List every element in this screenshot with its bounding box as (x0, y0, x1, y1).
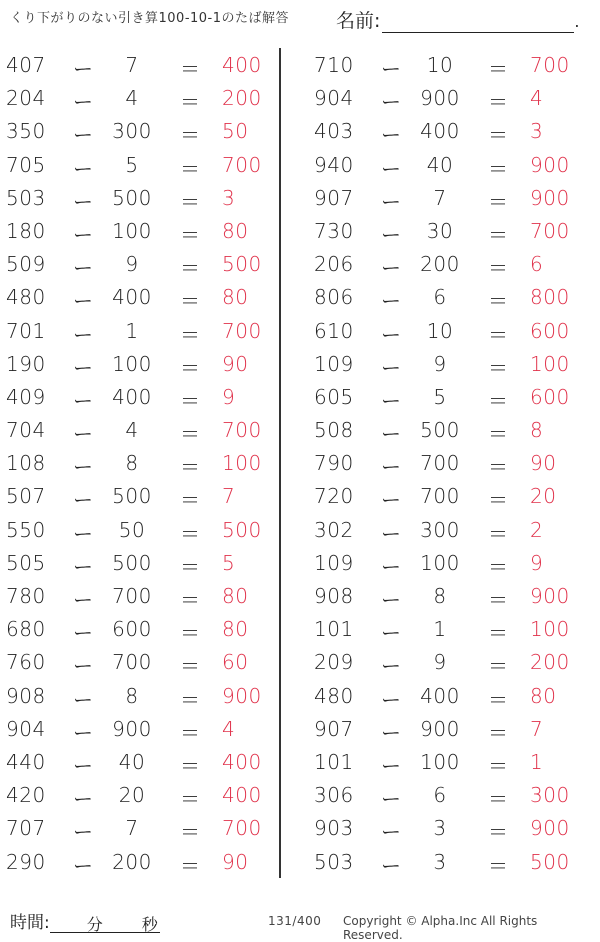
answer: 600 (530, 384, 570, 409)
subtrahend: 900 (420, 86, 460, 111)
equals-sign: ＝ (180, 820, 201, 845)
answer: 400 (222, 783, 262, 808)
minuend: 108 (6, 451, 46, 476)
equals-sign: ＝ (180, 621, 201, 646)
subtrahend: 5 (125, 152, 139, 177)
answer: 6 (530, 252, 544, 277)
subtrahend: 3 (433, 849, 447, 874)
minus-sign: ー (73, 90, 94, 115)
subtrahend: 100 (112, 351, 152, 376)
answer: 50 (222, 119, 249, 144)
minus-sign: ー (73, 687, 94, 712)
answer: 4 (222, 716, 236, 741)
answer: 500 (530, 849, 570, 874)
equals-sign: ＝ (180, 123, 201, 148)
equals-sign: ＝ (488, 753, 509, 778)
answer: 80 (222, 218, 249, 243)
minuend: 204 (6, 86, 46, 111)
equals-sign: ＝ (488, 621, 509, 646)
answer: 9 (222, 384, 236, 409)
seconds-label: 秒 (141, 915, 158, 934)
answer: 900 (530, 816, 570, 841)
answer: 700 (222, 418, 262, 443)
name-field (336, 6, 580, 33)
equals-sign: ＝ (488, 90, 509, 115)
answer: 900 (530, 152, 570, 177)
minuend: 610 (314, 318, 354, 343)
subtrahend: 40 (426, 152, 454, 177)
answer: 7 (222, 484, 236, 509)
time-field (10, 908, 160, 933)
answer: 90 (530, 451, 557, 476)
minus-sign: ー (381, 853, 402, 878)
equals-sign: ＝ (488, 57, 509, 81)
minuend: 680 (6, 617, 46, 642)
subtrahend: 300 (112, 119, 152, 144)
minuend: 109 (314, 550, 354, 575)
answer: 200 (222, 86, 262, 111)
minus-sign: ー (381, 720, 402, 745)
answer: 400 (222, 749, 262, 774)
subtrahend: 200 (112, 849, 152, 874)
minus-sign: ー (381, 90, 402, 115)
subtrahend: 500 (112, 484, 152, 509)
subtrahend: 900 (420, 716, 460, 741)
answer: 3 (530, 119, 544, 144)
minuend: 350 (6, 119, 46, 144)
minus-sign: ー (381, 355, 402, 380)
equals-sign: ＝ (180, 189, 201, 214)
equals-sign: ＝ (180, 256, 201, 281)
minuend: 206 (314, 252, 354, 277)
equals-sign: ＝ (488, 853, 509, 878)
equals-sign: ＝ (180, 488, 201, 513)
minus-sign: ー (381, 588, 402, 612)
minus-sign: ー (381, 787, 402, 812)
subtrahend: 10 (426, 318, 454, 343)
equals-sign: ＝ (180, 554, 201, 579)
minuend: 180 (6, 218, 46, 243)
subtrahend: 1 (125, 318, 139, 343)
equals-sign: ＝ (488, 123, 509, 148)
subtrahend: 400 (112, 285, 152, 310)
minuend: 407 (6, 53, 46, 77)
minus-sign: ー (381, 687, 402, 712)
equals-sign: ＝ (180, 853, 201, 878)
minus-sign: ー (73, 156, 94, 181)
time-label: 時間: (10, 913, 50, 933)
subtrahend: 1 (433, 617, 447, 642)
answer: 700 (530, 218, 570, 243)
subtrahend: 8 (125, 683, 139, 708)
equals-sign: ＝ (488, 355, 509, 380)
subtrahend: 500 (420, 418, 460, 443)
minuend: 505 (6, 550, 46, 575)
minuend: 550 (6, 517, 46, 542)
answer: 9 (530, 550, 544, 575)
subtrahend: 9 (433, 650, 447, 675)
minuend: 704 (6, 418, 46, 443)
minus-sign: ー (73, 289, 94, 314)
minus-sign: ー (381, 156, 402, 181)
equals-sign: ＝ (488, 322, 509, 347)
equals-sign: ＝ (488, 720, 509, 745)
answer: 900 (530, 584, 570, 608)
subtrahend: 6 (433, 783, 447, 808)
equals-sign: ＝ (180, 422, 201, 447)
equals-sign: ＝ (180, 322, 201, 347)
subtrahend: 500 (112, 550, 152, 575)
subtrahend: 400 (112, 384, 152, 409)
minus-sign: ー (73, 256, 94, 281)
answer: 800 (530, 285, 570, 310)
minus-sign: ー (73, 388, 94, 413)
minuend: 907 (314, 185, 354, 210)
subtrahend: 30 (426, 218, 454, 243)
answer: 7 (530, 716, 544, 741)
answer: 100 (530, 617, 570, 642)
answer: 900 (530, 185, 570, 210)
equals-sign: ＝ (488, 422, 509, 447)
equals-sign: ＝ (488, 687, 509, 712)
equals-sign: ＝ (180, 753, 201, 778)
equals-sign: ＝ (488, 256, 509, 281)
subtrahend: 7 (125, 53, 139, 77)
answer: 90 (222, 849, 249, 874)
subtrahend: 9 (125, 252, 139, 277)
minus-sign: ー (73, 57, 94, 81)
minus-sign: ー (381, 256, 402, 281)
minus-sign: ー (73, 422, 94, 447)
minuend: 507 (6, 484, 46, 509)
minus-sign: ー (73, 554, 94, 579)
answer: 900 (222, 683, 262, 708)
minuend: 730 (314, 218, 354, 243)
name-dot: . (574, 12, 580, 31)
minus-sign: ー (381, 289, 402, 314)
subtrahend: 10 (426, 53, 454, 77)
minuend: 190 (6, 351, 46, 376)
answer: 100 (222, 451, 262, 476)
answer: 2 (530, 517, 544, 542)
minus-sign: ー (73, 521, 94, 546)
equals-sign: ＝ (488, 787, 509, 812)
equals-sign: ＝ (180, 57, 201, 81)
equals-sign: ＝ (180, 787, 201, 812)
subtrahend: 20 (118, 783, 146, 808)
minuend: 409 (6, 384, 46, 409)
minuend: 420 (6, 783, 46, 808)
minus-sign: ー (381, 222, 402, 247)
equals-sign: ＝ (488, 820, 509, 845)
answer: 500 (222, 252, 262, 277)
equals-sign: ＝ (488, 521, 509, 546)
minus-sign: ー (381, 554, 402, 579)
answer: 1 (530, 749, 544, 774)
minus-sign: ー (73, 123, 94, 148)
minus-sign: ー (73, 189, 94, 214)
minuend: 904 (314, 86, 354, 111)
subtrahend: 3 (433, 816, 447, 841)
minuend: 209 (314, 650, 354, 675)
answer: 80 (222, 285, 249, 310)
minuend: 940 (314, 152, 354, 177)
minuend: 780 (6, 584, 46, 608)
answer: 700 (222, 816, 262, 841)
subtrahend: 7 (433, 185, 447, 210)
minus-sign: ー (73, 753, 94, 778)
answer: 700 (222, 152, 262, 177)
minus-sign: ー (381, 455, 402, 480)
name-label: 名前: (336, 10, 381, 32)
worksheet-title: くり下がりのない引き算100-10-1のたば解答 (10, 11, 290, 26)
equals-sign: ＝ (488, 455, 509, 480)
minuend: 480 (314, 683, 354, 708)
answer: 500 (222, 517, 262, 542)
minus-sign: ー (381, 123, 402, 148)
minus-sign: ー (73, 455, 94, 480)
minuend: 908 (6, 683, 46, 708)
subtrahend: 4 (125, 86, 139, 111)
minus-sign: ー (73, 820, 94, 845)
equals-sign: ＝ (180, 222, 201, 247)
subtrahend: 400 (420, 683, 460, 708)
minuend: 790 (314, 451, 354, 476)
equals-sign: ＝ (180, 654, 201, 679)
minus-sign: ー (73, 654, 94, 679)
minuend: 705 (6, 152, 46, 177)
answer: 5 (222, 550, 236, 575)
minus-sign: ー (73, 787, 94, 812)
subtrahend: 9 (433, 351, 447, 376)
subtrahend: 8 (433, 584, 447, 608)
equals-sign: ＝ (488, 554, 509, 579)
equals-sign: ＝ (180, 720, 201, 745)
answer: 4 (530, 86, 544, 111)
minus-sign: ー (73, 588, 94, 612)
minuend: 403 (314, 119, 354, 144)
subtrahend: 600 (112, 617, 152, 642)
time-blank-line (50, 914, 160, 933)
minus-sign: ー (73, 355, 94, 380)
equals-sign: ＝ (488, 488, 509, 513)
answer: 90 (222, 351, 249, 376)
minuend: 605 (314, 384, 354, 409)
answer: 80 (222, 617, 249, 642)
equals-sign: ＝ (180, 455, 201, 480)
minuend: 480 (6, 285, 46, 310)
answer: 700 (530, 53, 570, 77)
answer: 60 (222, 650, 249, 675)
minus-sign: ー (381, 521, 402, 546)
equals-sign: ＝ (180, 388, 201, 413)
equals-sign: ＝ (180, 588, 201, 612)
subtrahend: 300 (420, 517, 460, 542)
equals-sign: ＝ (488, 588, 509, 612)
copyright-notice: Copyright © Alpha.Inc All Rights Reserved. (343, 914, 538, 942)
answer: 20 (530, 484, 557, 509)
minus-sign: ー (381, 621, 402, 646)
minuend: 904 (6, 716, 46, 741)
answer: 100 (530, 351, 570, 376)
minuend: 701 (6, 318, 46, 343)
minus-sign: ー (381, 57, 402, 81)
answer: 200 (530, 650, 570, 675)
minus-sign: ー (381, 388, 402, 413)
minuend: 760 (6, 650, 46, 675)
minus-sign: ー (381, 322, 402, 347)
minus-sign: ー (381, 189, 402, 214)
minuend: 109 (314, 351, 354, 376)
minuend: 903 (314, 816, 354, 841)
minus-sign: ー (73, 853, 94, 878)
minuend: 710 (314, 53, 354, 77)
minus-sign: ー (381, 753, 402, 778)
subtrahend: 100 (420, 749, 460, 774)
subtrahend: 700 (112, 584, 152, 608)
page-number: 131/400 (268, 914, 322, 928)
minuend: 908 (314, 584, 354, 608)
minus-sign: ー (381, 654, 402, 679)
minus-sign: ー (381, 422, 402, 447)
subtrahend: 700 (112, 650, 152, 675)
equals-sign: ＝ (180, 355, 201, 380)
minuend: 503 (314, 849, 354, 874)
subtrahend: 40 (118, 749, 146, 774)
answer: 8 (530, 418, 544, 443)
subtrahend: 6 (433, 285, 447, 310)
equals-sign: ＝ (488, 189, 509, 214)
minus-sign: ー (73, 488, 94, 513)
minutes-label: 分 (86, 915, 103, 934)
subtrahend: 50 (118, 517, 146, 542)
minuend: 806 (314, 285, 354, 310)
minuend: 306 (314, 783, 354, 808)
subtrahend: 700 (420, 484, 460, 509)
minuend: 720 (314, 484, 354, 509)
equals-sign: ＝ (488, 222, 509, 247)
minuend: 101 (314, 749, 354, 774)
equals-sign: ＝ (488, 156, 509, 181)
minus-sign: ー (381, 488, 402, 513)
minuend: 101 (314, 617, 354, 642)
answer: 700 (222, 318, 262, 343)
minus-sign: ー (73, 322, 94, 347)
subtrahend: 5 (433, 384, 447, 409)
answer: 300 (530, 783, 570, 808)
answer: 80 (530, 683, 557, 708)
equals-sign: ＝ (488, 289, 509, 314)
subtrahend: 900 (112, 716, 152, 741)
column-divider (279, 48, 281, 878)
subtrahend: 700 (420, 451, 460, 476)
equals-sign: ＝ (180, 289, 201, 314)
equals-sign: ＝ (180, 90, 201, 115)
minus-sign: ー (381, 820, 402, 845)
name-blank-line (382, 14, 574, 33)
subtrahend: 500 (112, 185, 152, 210)
subtrahend: 7 (125, 816, 139, 841)
answer: 600 (530, 318, 570, 343)
minuend: 290 (6, 849, 46, 874)
subtrahend: 8 (125, 451, 139, 476)
equals-sign: ＝ (180, 687, 201, 712)
minuend: 707 (6, 816, 46, 841)
minuend: 503 (6, 185, 46, 210)
minus-sign: ー (73, 222, 94, 247)
answer: 80 (222, 584, 249, 608)
minuend: 509 (6, 252, 46, 277)
minuend: 302 (314, 517, 354, 542)
subtrahend: 200 (420, 252, 460, 277)
minuend: 440 (6, 749, 46, 774)
minuend: 907 (314, 716, 354, 741)
minus-sign: ー (73, 621, 94, 646)
answer: 400 (222, 53, 262, 77)
subtrahend: 4 (125, 418, 139, 443)
equals-sign: ＝ (488, 388, 509, 413)
equals-sign: ＝ (180, 521, 201, 546)
subtrahend: 100 (420, 550, 460, 575)
subtrahend: 400 (420, 119, 460, 144)
equals-sign: ＝ (180, 156, 201, 181)
answer: 3 (222, 185, 236, 210)
minus-sign: ー (73, 720, 94, 745)
subtrahend: 100 (112, 218, 152, 243)
equals-sign: ＝ (488, 654, 509, 679)
minuend: 508 (314, 418, 354, 443)
